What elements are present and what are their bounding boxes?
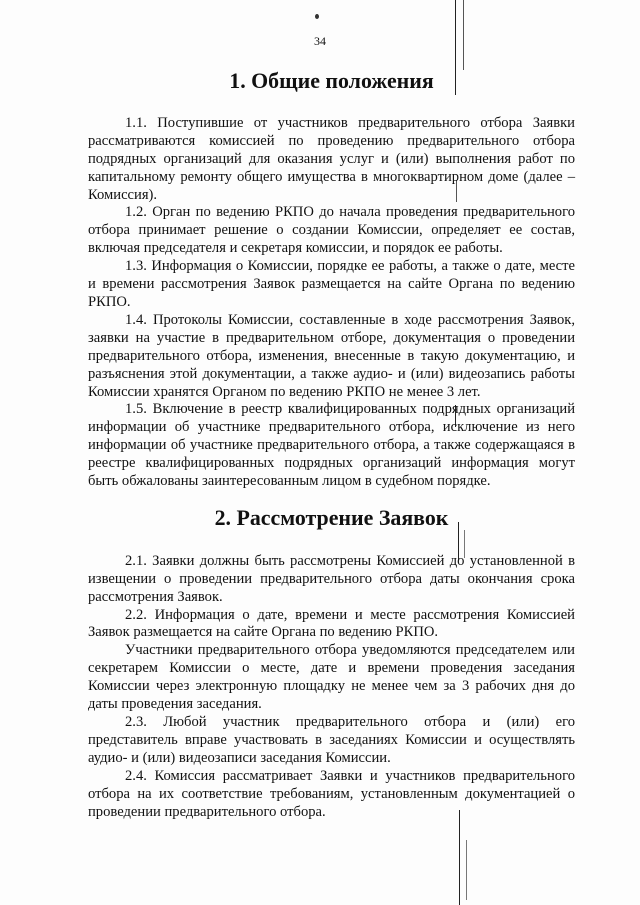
- paragraph-2-4: 2.4. Комиссия рассматривает Заявки и участников предварительного отбора на их соответствие требованиям, установленным документацией о проведении предварительного отбора.: [88, 767, 575, 820]
- section-heading-review: 2. Рассмотрение Заявок: [214, 504, 449, 530]
- paragraph-2-2: 2.2. Информация о дате, времени и месте рассмотрения Комиссией Заявок размещается на сайте Органа по ведению РКПО.: [88, 606, 575, 641]
- page-number: 34: [314, 34, 326, 48]
- scan-line: [459, 810, 460, 905]
- paragraph-2-3: 2.3. Любой участник предварительного отбора и (или) его представитель вправе участвовать в заседаниях Комиссии и осуществлять аудио- и (или) видеозаписи заседания Комиссии.: [88, 714, 575, 766]
- paragraph-1-3: 1.3. Информация о Комиссии, порядке ее работы, а также о дате, месте и времени рассмотрения Заявок размещается на сайте Органа по ведению РКПО.: [88, 258, 575, 310]
- paragraph-1-1: 1.1. Поступившие от участников предварительного отбора Заявки рассматриваются комиссией по проведению предварительного отбора подрядных организаций для оказания услуг и (или) выполнения работ по капитальному ремонту общего имущества в многоквартирном доме (далее – Комиссия).: [88, 114, 575, 203]
- scan-line: [466, 840, 467, 900]
- section-heading-general: 1. Общие положения: [229, 68, 434, 93]
- paragraph-1-2: 1.2. Орган по ведению РКПО до начала проведения предварительного отбора принимает решение о создании Комиссии, определяет ее состав, включая председателя и секретаря комиссии, и порядок ее работы.: [88, 204, 575, 257]
- paragraph-2-1: 2.1. Заявки должны быть рассмотрены Комиссией до установленной в извещении о проведении предварительного отбора даты окончания срока рассмотрения Заявок.: [88, 552, 575, 605]
- paragraph-2-2-notice: Участники предварительного отбора уведомляются председателем или секретарем Комиссии о месте, дате и времени проведения заседания Комиссии через электронную площадку не менее чем за 3 рабочих дня до даты проведения заседания.: [88, 642, 575, 713]
- paragraph-1-4: 1.4. Протоколы Комиссии, составленные в ходе рассмотрения Заявок, заявки на участие в предварительном отборе, документация о проведении предварительного отбора, изменения, внесенные в такую документацию, и разъяснения этой документации, а также аудио- и (или) видеозапись работы Комиссии хранятся Органом по ведению РКПО не менее 3 лет.: [88, 311, 575, 400]
- document-body: [88, 68, 575, 821]
- paragraph-1-5: 1.5. Включение в реестр квалифицированных подрядных организаций информации об участнике предварительного отбора, исключение из него информации об участнике предварительного отбора, а также содержащаяся в реестре квалифицированных подрядных организаций информация могут быть обжалованы заинтересованным лицом в судебном порядке.: [88, 401, 575, 490]
- scan-speck: [315, 14, 319, 19]
